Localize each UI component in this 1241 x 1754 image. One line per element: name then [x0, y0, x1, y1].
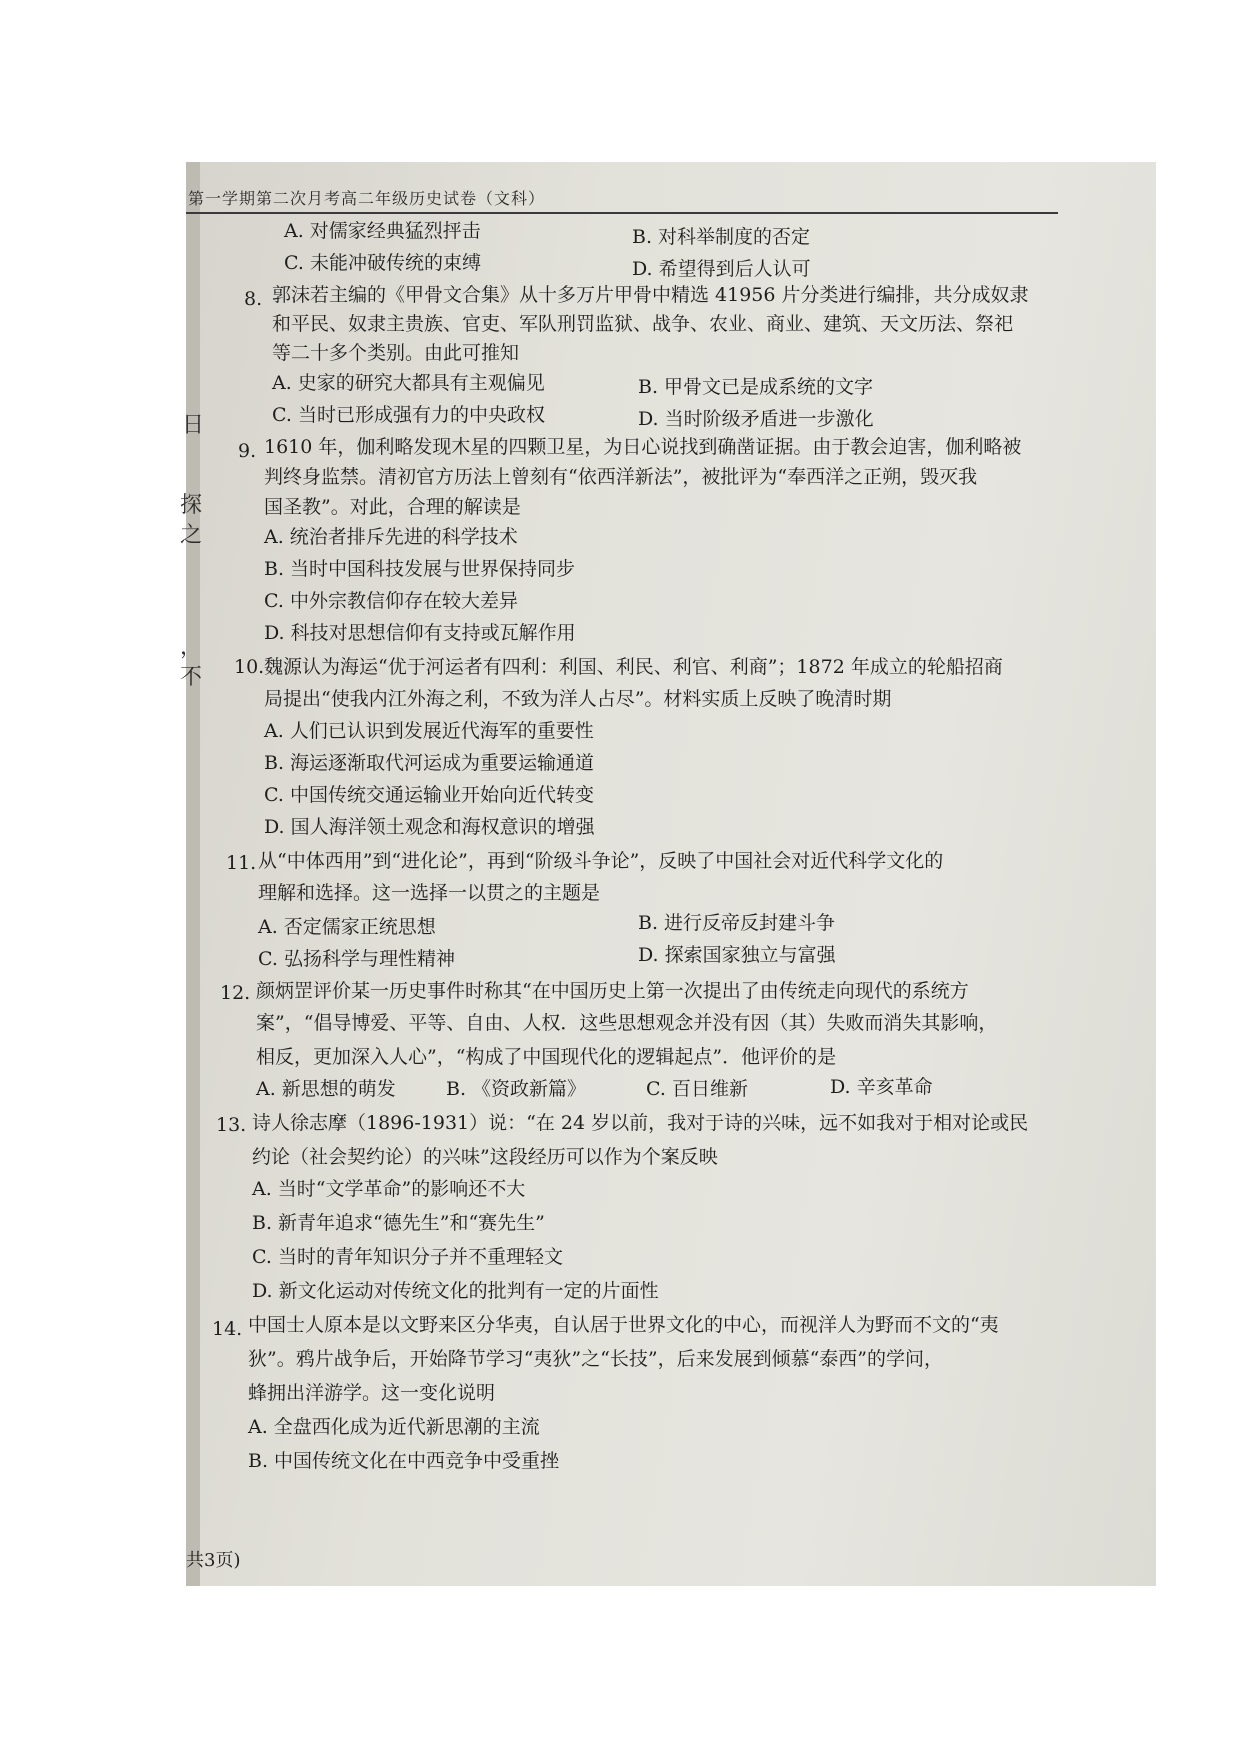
question-text: 诗人徐志摩（1896-1931）说：“在 24 岁以前，我对于诗的兴味，远不如我对于相对论或民: [252, 1112, 1029, 1134]
header-rule: [186, 212, 1058, 214]
option-d: D. 国人海洋领土观念和海权意识的增强: [264, 816, 595, 838]
option-b: B. 进行反帝反封建斗争: [638, 912, 836, 934]
page-header: 第一学期第二次月考高二年级历史试卷（文科）: [188, 189, 546, 208]
option-b: B. 对科举制度的否定: [632, 226, 811, 248]
option-b: B. 当时中国科技发展与世界保持同步: [264, 558, 576, 580]
question-number: 12.: [220, 982, 251, 1004]
margin-fragment: ，: [180, 635, 203, 660]
option-d: D. 探索国家独立与富强: [638, 944, 836, 966]
margin-fragment: 之: [180, 523, 203, 548]
option-d: D. 辛亥革命: [830, 1076, 933, 1098]
option-b: B. 海运逐渐取代河运成为重要运输通道: [264, 752, 595, 774]
question-text: 判终身监禁。清初官方历法上曾刻有“依西洋新法”，被批评为“奉西洋之正朔，毁灭我: [264, 466, 978, 488]
question-number: 10.: [234, 656, 265, 678]
option-c: C. 中国传统交通运输业开始向近代转变: [264, 784, 594, 806]
question-text: 局提出“使我内江外海之利，不致为洋人占尽”。材料实质上反映了晚清时期: [264, 688, 892, 710]
question-text: 魏源认为海运“优于河运者有四利：利国、利民、利官、利商”；1872 年成立的轮船招商: [264, 656, 1003, 678]
option-a: A. 当时“文学革命”的影响还不大: [252, 1178, 526, 1200]
question-text: 狄”。鸦片战争后，开始降节学习“夷狄”之“长技”，后来发展到倾慕“泰西”的学问，: [248, 1348, 943, 1370]
page-footer: 共3页): [186, 1550, 241, 1571]
option-a: A. 史家的研究大都具有主观偏见: [272, 372, 545, 394]
margin-fragment: 不: [180, 665, 203, 690]
question-number: 13.: [216, 1114, 247, 1136]
question-text: 相反，更加深入人心”，“构成了中国现代化的逻辑起点”．他评价的是: [256, 1046, 837, 1068]
option-a: A. 人们已认识到发展近代海军的重要性: [264, 720, 594, 742]
option-b: B. 甲骨文已是成系统的文字: [638, 376, 874, 398]
option-c: C. 百日维新: [646, 1078, 748, 1100]
page-edge: [186, 162, 200, 1586]
option-d: D. 希望得到后人认可: [632, 258, 811, 280]
option-a: A. 否定儒家正统思想: [258, 916, 436, 938]
option-b: B. 中国传统文化在中西竞争中受重挫: [248, 1450, 560, 1472]
margin-fragment: 日: [182, 413, 205, 438]
question-text: 和平民、奴隶主贵族、官吏、军队刑罚监狱、战争、农业、商业、建筑、天文历法、祭祀: [272, 313, 1014, 335]
option-d: D. 科技对思想信仰有支持或瓦解作用: [264, 622, 576, 644]
question-text: 1610 年，伽利略发现木星的四颗卫星，为日心说找到确凿证据。由于教会迫害，伽利略被: [264, 436, 1022, 458]
margin-fragment: 探: [180, 493, 203, 518]
exam-paper: [180, 162, 1156, 1586]
question-text: 颜炳罡评价某一历史事件时称其“在中国历史上第一次提出了由传统走向现代的系统方: [256, 980, 969, 1002]
question-text: 约论（社会契约论）的兴味”这段经历可以作为个案反映: [252, 1146, 718, 1168]
option-c: C. 弘扬科学与理性精神: [258, 948, 455, 970]
question-text: 蜂拥出洋游学。这一变化说明: [248, 1382, 496, 1404]
question-number: 14.: [212, 1318, 243, 1340]
option-c: C. 当时的青年知识分子并不重理轻文: [252, 1246, 563, 1268]
question-text: 理解和选择。这一选择一以贯之的主题是: [258, 882, 601, 904]
question-number: 9.: [238, 440, 257, 462]
option-b: B. 《资政新篇》: [446, 1078, 587, 1100]
question-text: 等二十多个类别。由此可推知: [272, 342, 520, 364]
option-a: A. 统治者排斥先进的科学技术: [264, 526, 518, 548]
option-d: D. 当时阶级矛盾进一步激化: [638, 408, 874, 430]
option-c: C. 未能冲破传统的束缚: [284, 252, 481, 274]
option-d: D. 新文化运动对传统文化的批判有一定的片面性: [252, 1280, 659, 1302]
question-text: 国圣教”。对此，合理的解读是: [264, 496, 521, 518]
question-number: 8.: [244, 288, 263, 310]
option-c: C. 当时已形成强有力的中央政权: [272, 404, 545, 426]
option-c: C. 中外宗教信仰存在较大差异: [264, 590, 518, 612]
question-text: 郭沫若主编的《甲骨文合集》从十多万片甲骨中精选 41956 片分类进行编排，共分成奴隶: [272, 284, 1029, 306]
option-b: B. 新青年追求“德先生”和“赛先生”: [252, 1212, 545, 1234]
question-text: 中国士人原本是以文野来区分华夷，自认居于世界文化的中心，而视洋人为野而不文的“夷: [248, 1314, 999, 1336]
question-text: 案”，“倡导博爱、平等、自由、人权．这些思想观念并没有因（其）失败而消失其影响，: [256, 1012, 998, 1034]
question-text: 从“中体西用”到“进化论”，再到“阶级斗争论”，反映了中国社会对近代科学文化的: [258, 850, 944, 872]
option-a: A. 新思想的萌发: [256, 1078, 396, 1100]
option-a: A. 全盘西化成为近代新思潮的主流: [248, 1416, 540, 1438]
question-number: 11.: [226, 852, 257, 874]
option-a: A. 对儒家经典猛烈抨击: [284, 220, 481, 242]
